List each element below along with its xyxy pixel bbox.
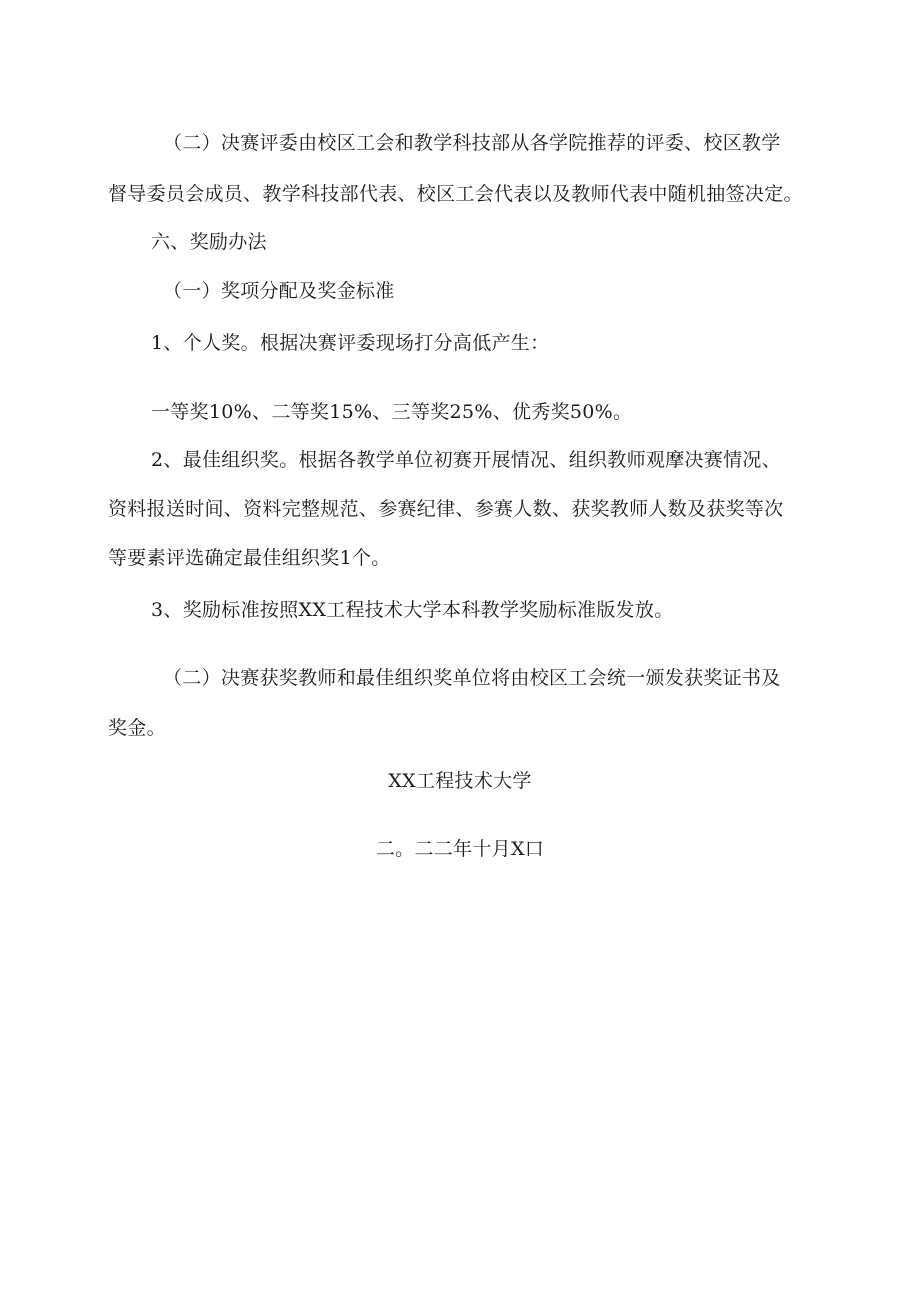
signature-date: 二。二二年十月X口: [375, 838, 545, 860]
list-item-line: 资料报送时间、资料完整规范、参赛纪律、参赛人数、获奖教师人数及获奖等次: [108, 498, 784, 520]
paragraph-line: （二）决赛评委由校区工会和教学科技部从各学院推荐的评委、校区教学: [163, 132, 781, 154]
list-item: 2、最佳组织奖。根据各教学单位初赛开展情况、组织教师观摩决赛情况、: [151, 449, 781, 471]
section-heading: 六、奖励办法: [151, 231, 267, 253]
list-item-detail: 一等奖10%、二等奖15%、三等奖25%、优秀奖50%。: [151, 401, 633, 423]
paragraph-line: 督导委员会成员、教学科技部代表、校区工会代表以及教师代表中随机抽签决定。: [108, 183, 803, 205]
subsection-heading: （一）奖项分配及奖金标准: [163, 280, 395, 302]
subsection-line: 奖金。: [108, 717, 166, 739]
list-item: 1、个人奖。根据决赛评委现场打分高低产生：: [151, 332, 550, 354]
signature-organization: XX工程技术大学: [388, 770, 532, 792]
list-item: 3、奖励标准按照XX工程技术大学本科教学奖励标准版发放。: [151, 599, 674, 621]
subsection-line: （二）决赛获奖教师和最佳组织奖单位将由校区工会统一颁发获奖证书及: [163, 667, 781, 689]
list-item-line: 等要素评选确定最佳组织奖1个。: [108, 547, 391, 569]
